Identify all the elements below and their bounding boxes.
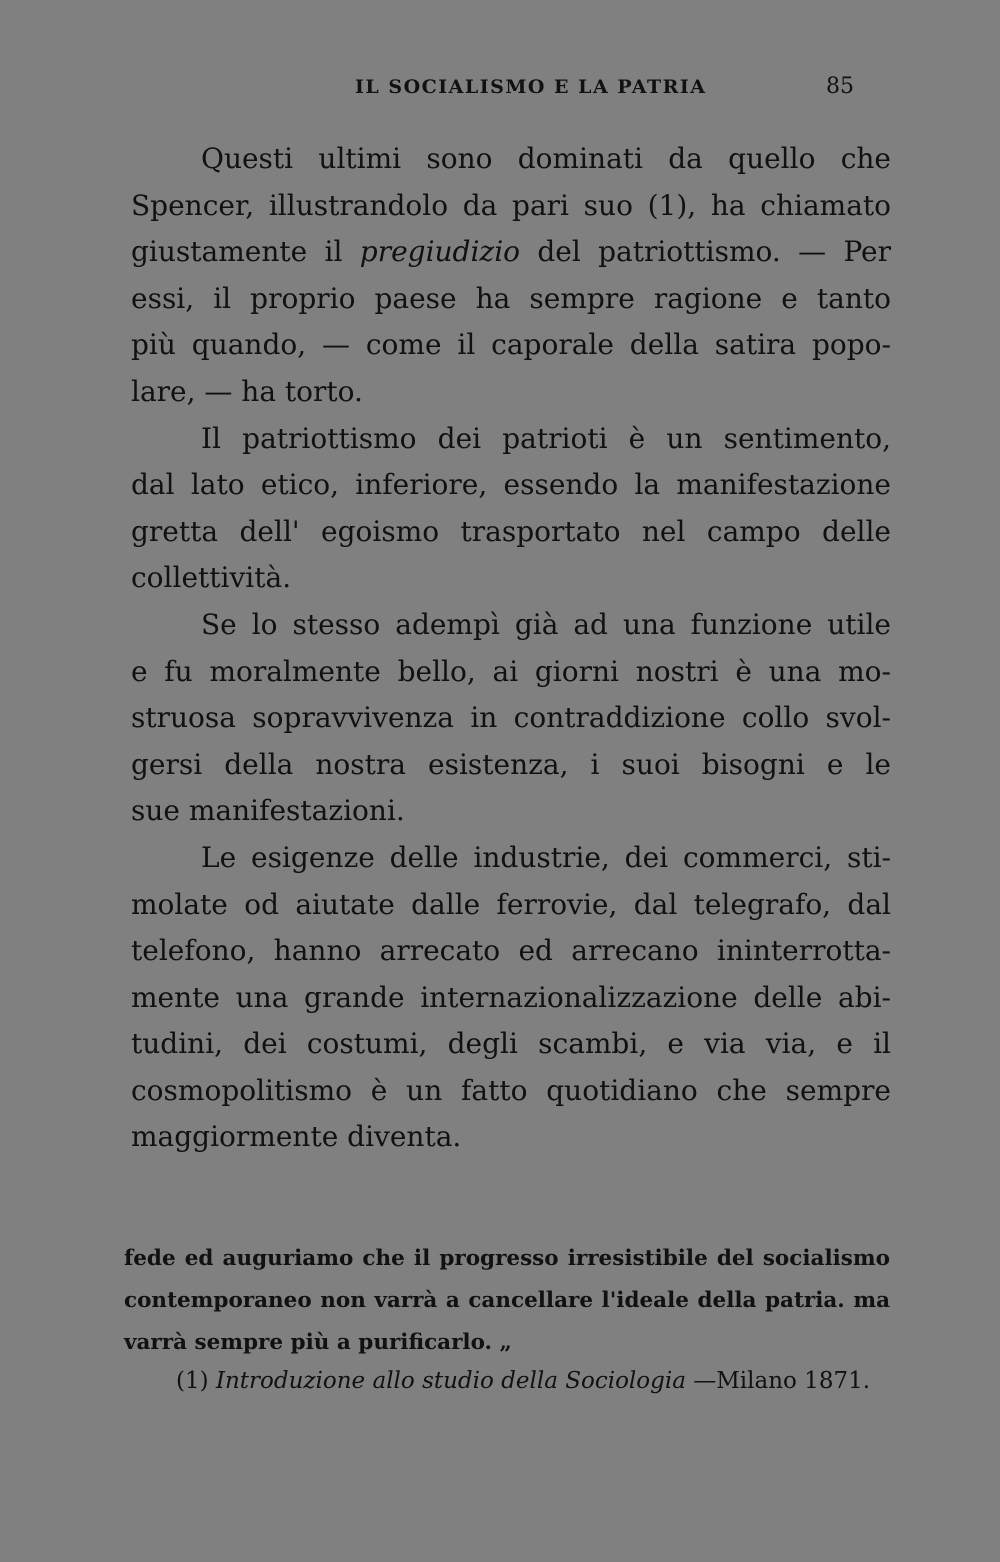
footnote-place-date: —Milano 1871. bbox=[693, 1368, 871, 1394]
body-line: Spencer, illustrandolo da pari suo (1), ha chiamato bbox=[131, 188, 891, 222]
body-line: Il patriottismo dei patrioti è un sentimento, bbox=[201, 421, 891, 455]
body-line: più quando, — come il caporale della satira popo- bbox=[131, 328, 891, 362]
page-number: 85 bbox=[826, 74, 854, 99]
footnote-title: Introduzione allo studio della Sociologia bbox=[215, 1368, 686, 1394]
note-line: varrà sempre più a purificarlo. „ bbox=[124, 1330, 512, 1355]
body-line-part: giustamente il bbox=[131, 235, 360, 269]
body-line: struosa sopravvivenza in contraddizione collo svol- bbox=[131, 701, 891, 735]
body-line: telefono, hanno arrecato ed arrecano ininterrotta- bbox=[131, 934, 891, 968]
body-line: essi, il proprio paese ha sempre ragione e tanto bbox=[131, 281, 891, 315]
body-line: Questi ultimi sono dominati da quello che bbox=[201, 142, 891, 175]
body-line: cosmopolitismo è un fatto quotidiano che sempre bbox=[131, 1073, 891, 1107]
body-line: Le esigenze delle industrie, dei commerci, sti- bbox=[201, 840, 891, 874]
body-line-with-italic bbox=[131, 229, 891, 276]
note-block bbox=[124, 1238, 890, 1364]
body-line: sue manifestazioni. bbox=[131, 794, 405, 828]
body-line: dal lato etico, inferiore, essendo la manifestazione bbox=[131, 468, 891, 502]
body-line: molate od aiutate dalle ferrovie, dal telegrafo, dal bbox=[131, 887, 891, 921]
body-text bbox=[131, 136, 891, 1161]
note-line: contemporaneo non varrà a cancellare l'ideale della patria. ma bbox=[124, 1288, 890, 1313]
footnote bbox=[176, 1360, 870, 1402]
footnote-marker: (1) bbox=[176, 1368, 209, 1394]
body-line: gersi della nostra esistenza, i suoi bisogni e le bbox=[131, 747, 891, 781]
body-line: maggiormente diventa. bbox=[131, 1120, 462, 1154]
body-line: lare, — ha torto. bbox=[131, 374, 363, 408]
body-line: mente una grande internazionalizzazione delle abi- bbox=[131, 980, 891, 1014]
body-line: collettività. bbox=[131, 561, 292, 595]
body-line: Se lo stesso adempì già ad una funzione utile bbox=[201, 607, 891, 641]
body-line: tudini, dei costumi, degli scambi, e via via, e il bbox=[131, 1027, 891, 1061]
italic-term: pregiudizio bbox=[359, 235, 520, 269]
body-line: e fu moralmente bello, ai giorni nostri è una mo- bbox=[131, 654, 891, 688]
body-line-part: del patriottismo. — Per bbox=[520, 235, 891, 269]
body-line: gretta dell' egoismo trasportato nel campo delle bbox=[131, 514, 891, 548]
running-title: IL SOCIALISMO E LA PATRIA bbox=[355, 76, 707, 98]
note-line: fede ed auguriamo che il progresso irresistibile del socialismo bbox=[124, 1246, 890, 1271]
